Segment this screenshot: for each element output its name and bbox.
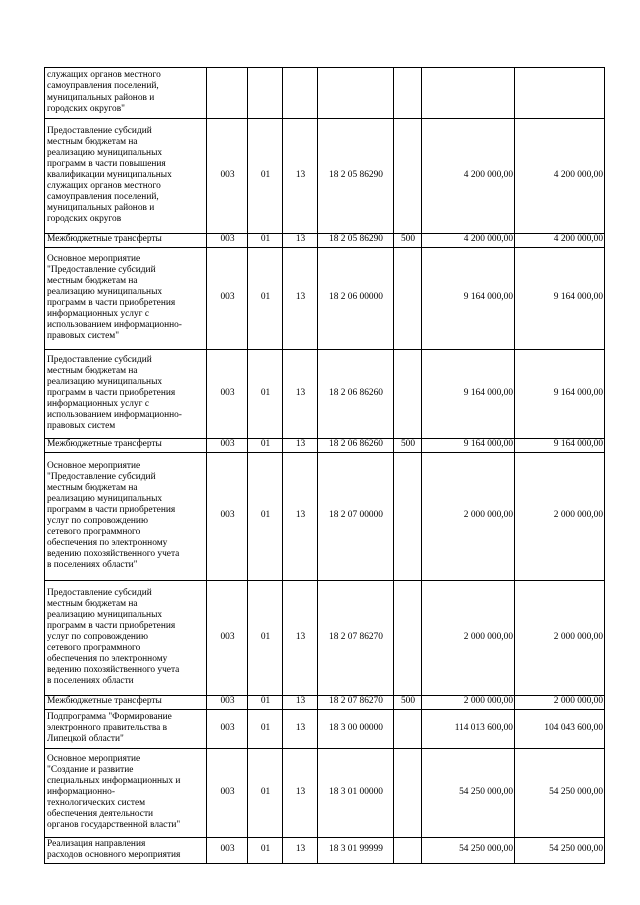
razdel-code-cell: 01 [248,453,283,581]
podrazdel-code-cell: 13 [283,350,318,439]
amount-year1-cell: 114 013 600,00 [422,710,515,749]
podrazdel-code-cell: 13 [283,749,318,838]
razdel-code-cell: 01 [248,439,283,453]
amount-year2-cell: 54 250 000,00 [515,749,605,838]
podrazdel-code-cell: 13 [283,453,318,581]
item-name-cell: Предоставление субсидий местным бюджетам на реализацию муниципальных программ в части приобретения информационных услуг с использованием информационно- правовых систем [45,350,207,439]
razdel-code-cell: 01 [248,696,283,710]
target-article-cell: 18 2 07 86270 [318,581,394,696]
amount-year1-cell: 4 200 000,00 [422,234,515,248]
target-article-cell: 18 2 06 86260 [318,350,394,439]
table-row [45,696,605,710]
amount-year2-cell: 2 000 000,00 [515,453,605,581]
amount-year1-cell: 9 164 000,00 [422,350,515,439]
target-article-cell: 18 2 06 86260 [318,439,394,453]
amount-year2-cell [515,68,605,119]
item-name-cell: Предоставление субсидий местным бюджетам на реализацию муниципальных программ в части повышения квалификации муниципальных служащих органов местного самоуправления поселений, муниципальных районов и городских округов [45,119,207,234]
amount-year1-cell: 2 000 000,00 [422,581,515,696]
amount-year1-cell: 9 164 000,00 [422,248,515,350]
podrazdel-code-cell: 13 [283,710,318,749]
amount-year2-cell: 9 164 000,00 [515,248,605,350]
amount-year1-cell: 54 250 000,00 [422,749,515,838]
expense-type-cell [394,581,422,696]
expense-type-cell [394,68,422,119]
target-article-cell [318,68,394,119]
item-name-cell: Межбюджетные трансферты [45,439,207,453]
target-article-cell: 18 2 05 86290 [318,234,394,248]
glava-code-cell: 003 [207,350,248,439]
expense-type-cell [394,838,422,864]
item-name-cell: Предоставление субсидий местным бюджетам на реализацию муниципальных программ в части приобретения услуг по сопровождению сетевого программного обеспечения по электронному ведению похозяйственного учета в поселениях области [45,581,207,696]
amount-year2-cell: 4 200 000,00 [515,119,605,234]
item-name-cell: Основное мероприятие "Создание и развитие специальных информационных и информационно- технологических систем обеспечения деятельности органов государственной власти" [45,749,207,838]
expense-type-cell: 500 [394,696,422,710]
podrazdel-code-cell: 13 [283,234,318,248]
glava-code-cell: 003 [207,581,248,696]
table-row [45,453,605,581]
table-row [45,749,605,838]
expense-type-cell [394,710,422,749]
razdel-code-cell: 01 [248,581,283,696]
table-row [45,439,605,453]
glava-code-cell: 003 [207,696,248,710]
amount-year2-cell: 2 000 000,00 [515,696,605,710]
amount-year2-cell: 4 200 000,00 [515,234,605,248]
item-name-cell: Межбюджетные трансферты [45,696,207,710]
razdel-code-cell: 01 [248,248,283,350]
target-article-cell: 18 3 01 99999 [318,838,394,864]
item-name-cell: Реализация направления расходов основного мероприятия [45,838,207,864]
item-name-cell: Основное мероприятие "Предоставление субсидий местным бюджетам на реализацию муниципальных программ в части приобретения информационных услуг с использованием информационно- правовых систем" [45,248,207,350]
table-row [45,234,605,248]
table-row [45,119,605,234]
amount-year1-cell: 4 200 000,00 [422,119,515,234]
budget-table [44,67,605,864]
table-row [45,350,605,439]
amount-year1-cell: 9 164 000,00 [422,439,515,453]
item-name-cell: Подпрограмма "Формирование электронного правительства в Липецкой области" [45,710,207,749]
expense-type-cell [394,350,422,439]
glava-code-cell: 003 [207,838,248,864]
expense-type-cell: 500 [394,439,422,453]
amount-year1-cell: 2 000 000,00 [422,696,515,710]
target-article-cell: 18 3 01 00000 [318,749,394,838]
expense-type-cell [394,248,422,350]
podrazdel-code-cell: 13 [283,248,318,350]
table-row [45,248,605,350]
item-name-cell: Основное мероприятие "Предоставление субсидий местным бюджетам на реализацию муниципальных программ в части приобретения услуг по сопровождению сетевого программного обеспечения по электронному ведению похозяйственного учета в поселениях области" [45,453,207,581]
glava-code-cell: 003 [207,453,248,581]
table-row [45,581,605,696]
razdel-code-cell [248,68,283,119]
target-article-cell: 18 2 05 86290 [318,119,394,234]
target-article-cell: 18 2 07 00000 [318,453,394,581]
amount-year1-cell: 54 250 000,00 [422,838,515,864]
table-row [45,838,605,864]
item-name-cell: служащих органов местного самоуправления поселений, муниципальных районов и городских округов" [45,68,207,119]
expense-type-cell [394,453,422,581]
glava-code-cell [207,68,248,119]
razdel-code-cell: 01 [248,234,283,248]
glava-code-cell: 003 [207,439,248,453]
razdel-code-cell: 01 [248,838,283,864]
podrazdel-code-cell: 13 [283,119,318,234]
item-name-cell: Межбюджетные трансферты [45,234,207,248]
expense-type-cell: 500 [394,234,422,248]
table-row [45,68,605,119]
table-row [45,710,605,749]
razdel-code-cell: 01 [248,710,283,749]
podrazdel-code-cell [283,68,318,119]
razdel-code-cell: 01 [248,749,283,838]
podrazdel-code-cell: 13 [283,838,318,864]
expense-type-cell [394,119,422,234]
amount-year1-cell: 2 000 000,00 [422,453,515,581]
amount-year2-cell: 104 043 600,00 [515,710,605,749]
glava-code-cell: 003 [207,119,248,234]
amount-year2-cell: 9 164 000,00 [515,350,605,439]
razdel-code-cell: 01 [248,350,283,439]
target-article-cell: 18 2 06 00000 [318,248,394,350]
razdel-code-cell: 01 [248,119,283,234]
glava-code-cell: 003 [207,234,248,248]
podrazdel-code-cell: 13 [283,696,318,710]
target-article-cell: 18 2 07 86270 [318,696,394,710]
glava-code-cell: 003 [207,749,248,838]
amount-year2-cell: 54 250 000,00 [515,838,605,864]
amount-year2-cell: 2 000 000,00 [515,581,605,696]
podrazdel-code-cell: 13 [283,439,318,453]
table-body [45,68,605,864]
amount-year2-cell: 9 164 000,00 [515,439,605,453]
expense-type-cell [394,749,422,838]
glava-code-cell: 003 [207,710,248,749]
podrazdel-code-cell: 13 [283,581,318,696]
amount-year1-cell [422,68,515,119]
target-article-cell: 18 3 00 00000 [318,710,394,749]
glava-code-cell: 003 [207,248,248,350]
